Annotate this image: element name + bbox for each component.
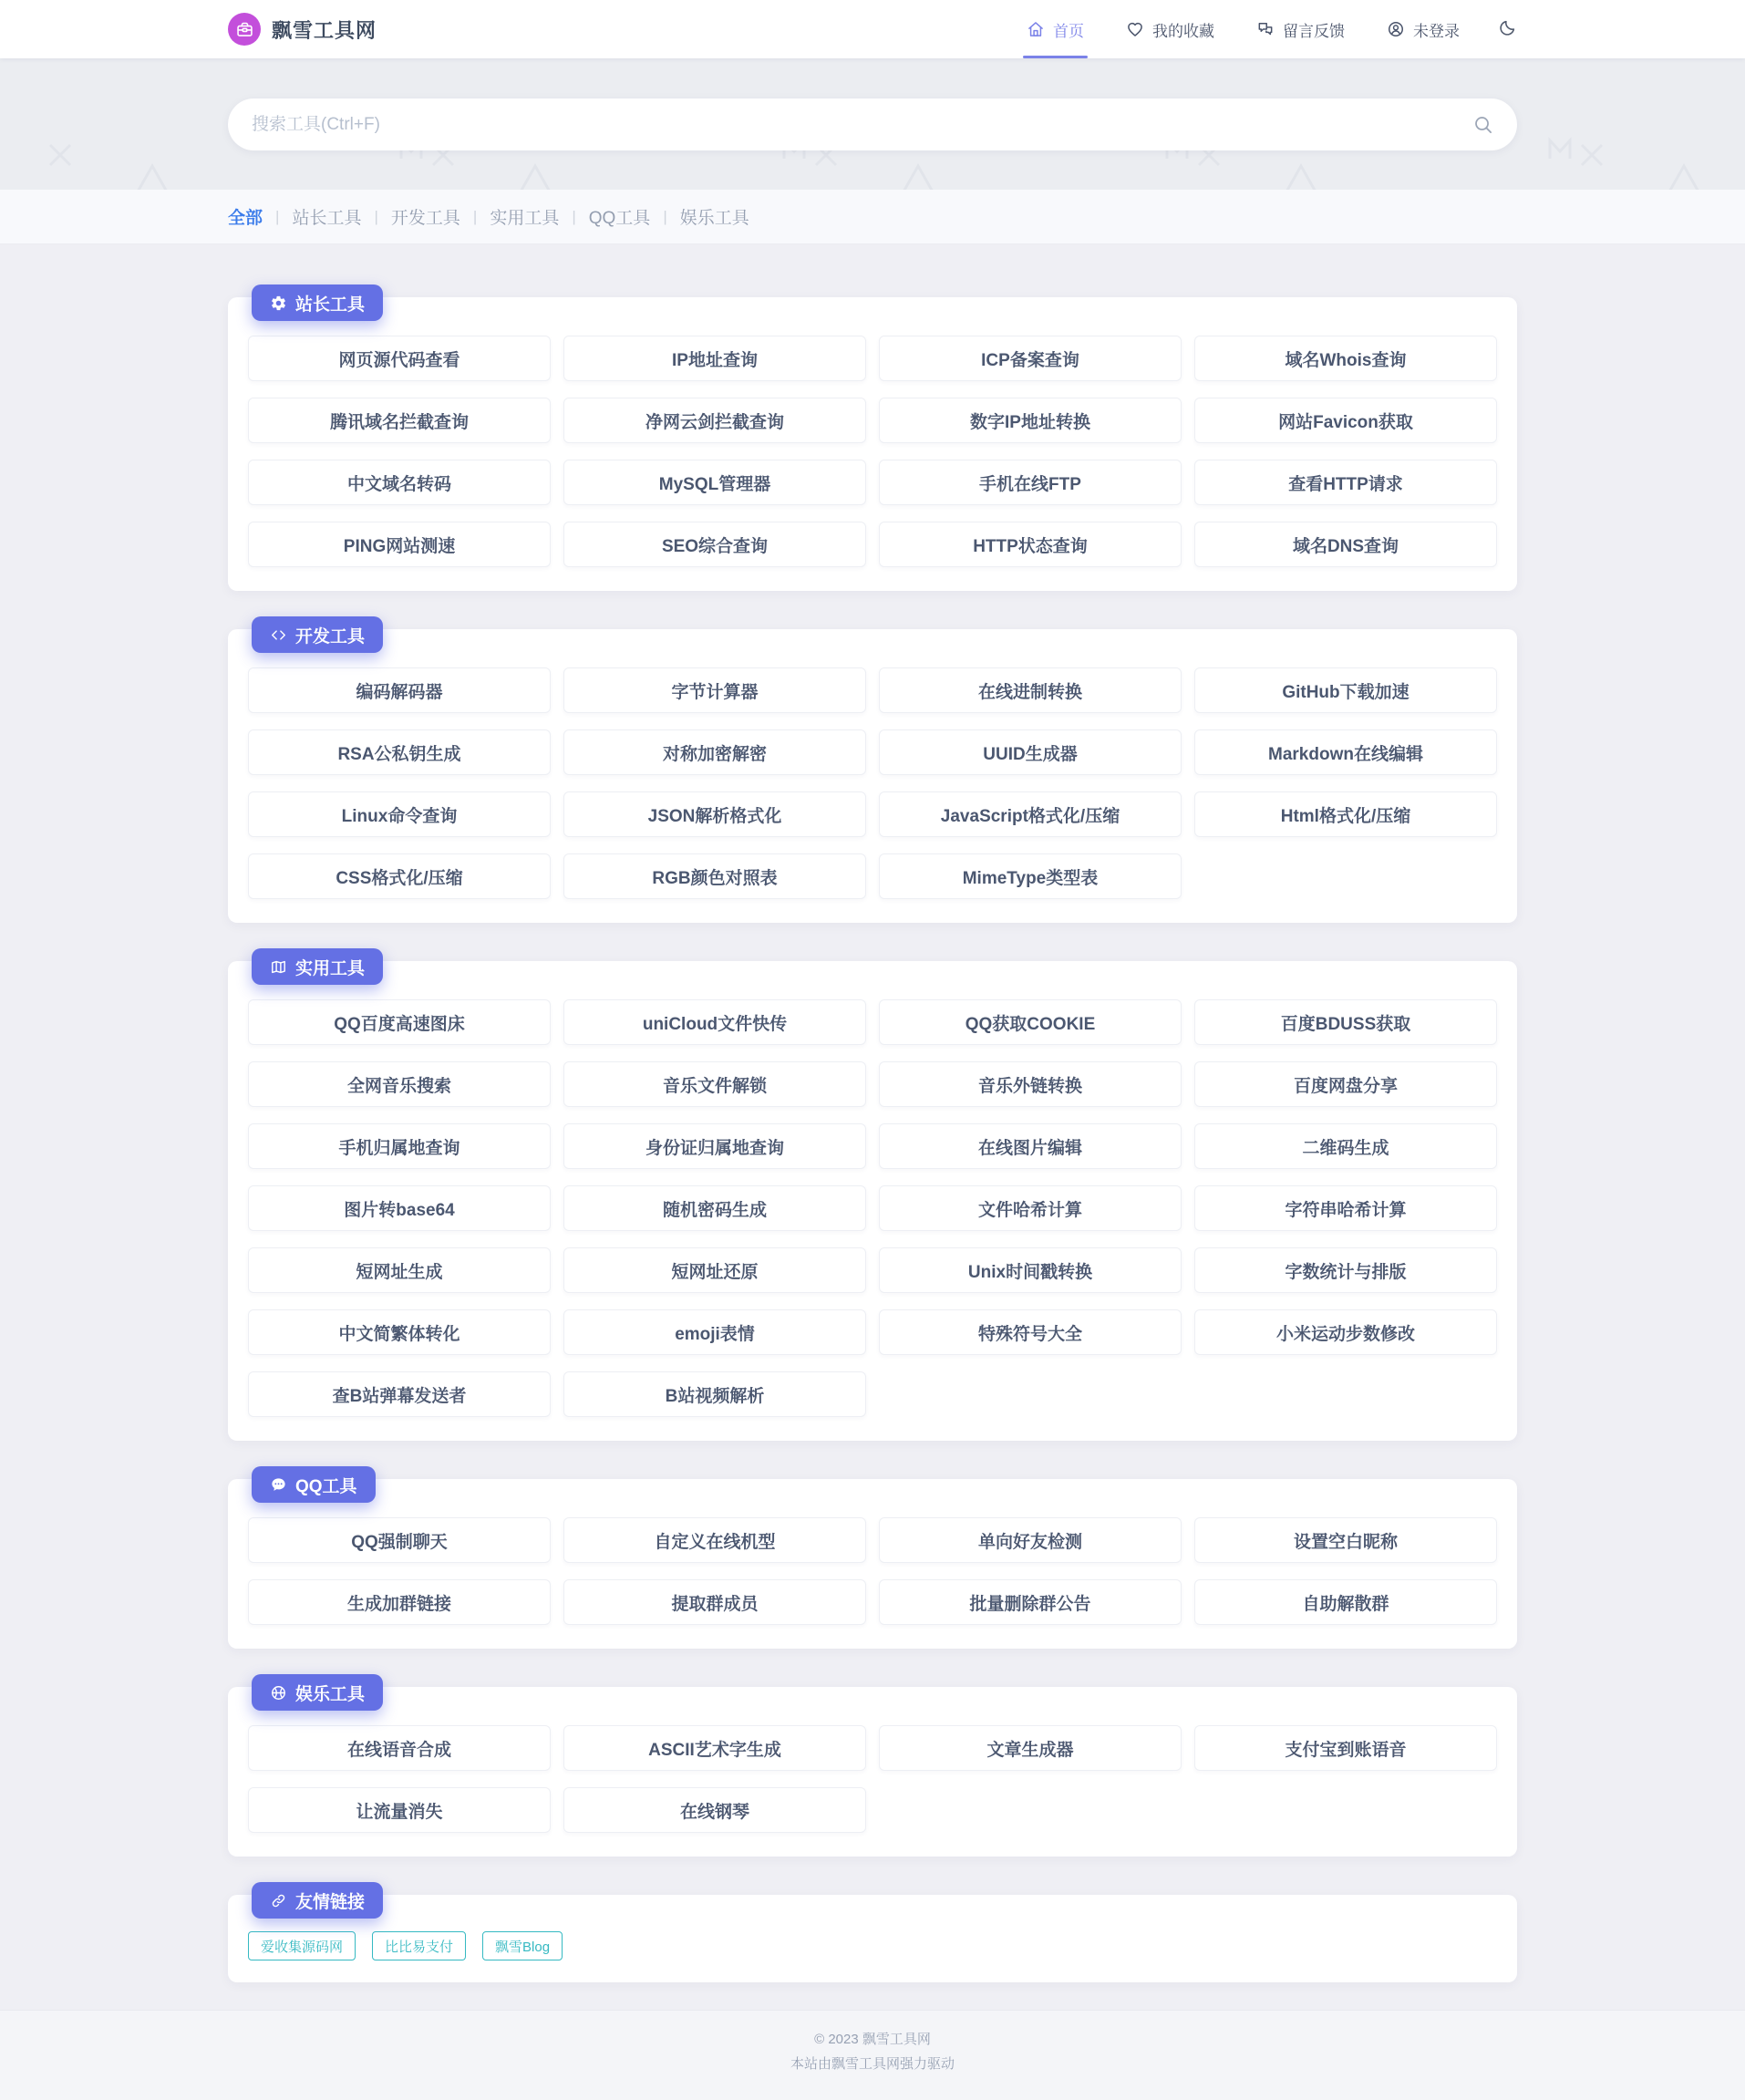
tool-card[interactable]: 音乐外链转换: [879, 1061, 1182, 1107]
friend-links-list: [248, 1931, 1497, 1960]
section-panel: [228, 961, 1517, 1441]
nav-item-feedback[interactable]: [1256, 0, 1345, 58]
site-logo[interactable]: [228, 13, 377, 46]
tool-card[interactable]: 生成加群链接: [248, 1579, 551, 1625]
tool-card[interactable]: 特殊符号大全: [879, 1309, 1182, 1355]
tool-card[interactable]: PING网站测速: [248, 522, 551, 567]
tool-card[interactable]: 音乐文件解锁: [563, 1061, 866, 1107]
section-qq: [228, 1476, 1517, 1649]
section-kaifa: [228, 626, 1517, 923]
tool-grid: [248, 667, 1497, 899]
tool-card[interactable]: MySQL管理器: [563, 460, 866, 505]
section-yule: [228, 1684, 1517, 1857]
tool-card[interactable]: 编码解码器: [248, 667, 551, 713]
tool-grid: [248, 1725, 1497, 1833]
tool-card[interactable]: 网页源代码查看: [248, 336, 551, 381]
filter-item-4[interactable]: QQ工具: [588, 209, 651, 228]
tool-card[interactable]: 字节计算器: [563, 667, 866, 713]
tool-grid: [248, 999, 1497, 1417]
section-title: 娱乐工具: [295, 1684, 366, 1704]
tool-card[interactable]: 字符串哈希计算: [1194, 1185, 1497, 1231]
tool-card[interactable]: 短网址还原: [563, 1247, 866, 1293]
tool-card[interactable]: 中文简繁体转化: [248, 1309, 551, 1355]
filter-separator: |: [663, 207, 667, 225]
tool-card[interactable]: 提取群成员: [563, 1579, 866, 1625]
feedback-icon: [1256, 20, 1275, 38]
tool-card[interactable]: 在线进制转换: [879, 667, 1182, 713]
code-icon: [270, 626, 287, 644]
tool-card[interactable]: 小米运动步数修改: [1194, 1309, 1497, 1355]
tool-card[interactable]: QQ百度高速图床: [248, 999, 551, 1045]
heart-icon: [1126, 20, 1144, 38]
tool-card[interactable]: 域名Whois查询: [1194, 336, 1497, 381]
category-filters: [228, 204, 1517, 229]
moon-icon: [1498, 18, 1517, 40]
search-input[interactable]: [252, 115, 1472, 135]
section-title: QQ工具: [295, 1476, 357, 1496]
tool-card[interactable]: 批量删除群公告: [879, 1579, 1182, 1625]
tool-card[interactable]: RSA公私钥生成: [248, 729, 551, 775]
tool-card[interactable]: JSON解析格式化: [563, 791, 866, 837]
toolbox-icon: [228, 13, 261, 46]
map-icon: [270, 958, 287, 976]
tool-card[interactable]: 中文域名转码: [248, 460, 551, 505]
footer-powered-by: 本站由飘雪工具网强力驱动: [790, 2056, 955, 2072]
site-title: 飘雪工具网: [272, 18, 377, 42]
friend-link[interactable]: 比比易支付: [372, 1931, 466, 1960]
tool-card[interactable]: QQ强制聊天: [248, 1517, 551, 1563]
tool-card[interactable]: 手机归属地查询: [248, 1123, 551, 1169]
tool-card[interactable]: 净网云剑拦截查询: [563, 398, 866, 443]
gear-icon: [270, 295, 287, 312]
tool-card[interactable]: 字数统计与排版: [1194, 1247, 1497, 1293]
tool-card[interactable]: 设置空白昵称: [1194, 1517, 1497, 1563]
tool-card[interactable]: 域名DNS查询: [1194, 522, 1497, 567]
tool-card[interactable]: ASCII艺术字生成: [563, 1725, 866, 1771]
tool-card[interactable]: 全网音乐搜索: [248, 1061, 551, 1107]
tool-card[interactable]: 身份证归属地查询: [563, 1123, 866, 1169]
tool-card[interactable]: uniCloud文件快传: [563, 999, 866, 1045]
filter-separator: |: [472, 207, 478, 225]
tool-card[interactable]: 自助解散群: [1194, 1579, 1497, 1625]
game-icon: [270, 1684, 287, 1702]
section-zhanzhang: [228, 297, 1517, 591]
tool-card[interactable]: JavaScript格式化/压缩: [879, 791, 1182, 837]
section-panel: [228, 297, 1517, 591]
section-panel: [228, 629, 1517, 923]
search-icon[interactable]: [1472, 114, 1493, 135]
section-badge-yule: [252, 1674, 383, 1711]
tool-card[interactable]: 查B站弹幕发送者: [248, 1371, 551, 1417]
tool-card[interactable]: MimeType类型表: [879, 853, 1182, 899]
tool-card[interactable]: Markdown在线编辑: [1194, 729, 1497, 775]
tool-card[interactable]: IP地址查询: [563, 336, 866, 381]
home-icon: [1027, 20, 1045, 38]
header-nav: [1027, 0, 1460, 58]
section-badge-youqing: [252, 1882, 383, 1919]
filter-separator: |: [572, 207, 576, 225]
header: [0, 0, 1745, 58]
tool-card[interactable]: UUID生成器: [879, 729, 1182, 775]
search-bar: [228, 98, 1517, 150]
tool-card[interactable]: emoji表情: [563, 1309, 866, 1355]
tool-card[interactable]: 单向好友检测: [879, 1517, 1182, 1563]
tool-card[interactable]: 在线语音合成: [248, 1725, 551, 1771]
theme-toggle-button[interactable]: [1498, 18, 1517, 40]
main-content: [228, 244, 1517, 1982]
friend-links-panel: [228, 1895, 1517, 1982]
tool-card[interactable]: 对称加密解密: [563, 729, 866, 775]
tool-card[interactable]: 图片转base64: [248, 1185, 551, 1231]
link-icon: [270, 1892, 287, 1909]
tool-card[interactable]: 百度网盘分享: [1194, 1061, 1497, 1107]
tool-grid: [248, 1517, 1497, 1625]
footer: [0, 2010, 1745, 2100]
filter-separator: |: [374, 207, 378, 225]
tool-card[interactable]: QQ获取COOKIE: [879, 999, 1182, 1045]
hero-banner: [0, 58, 1745, 190]
tool-card[interactable]: 在线图片编辑: [879, 1123, 1182, 1169]
tool-card[interactable]: 文件哈希计算: [879, 1185, 1182, 1231]
tool-card[interactable]: 百度BDUSS获取: [1194, 999, 1497, 1045]
filter-separator: |: [275, 207, 280, 225]
tool-card[interactable]: 随机密码生成: [563, 1185, 866, 1231]
tool-card[interactable]: 查看HTTP请求: [1194, 460, 1497, 505]
nav-item-label: 我的收藏: [1152, 22, 1214, 40]
filter-item-5[interactable]: 娱乐工具: [679, 209, 749, 228]
tool-card[interactable]: CSS格式化/压缩: [248, 853, 551, 899]
tool-card[interactable]: 短网址生成: [248, 1247, 551, 1293]
section-title: 站长工具: [295, 295, 366, 315]
nav-item-label: 首页: [1053, 22, 1084, 40]
tool-card[interactable]: 腾讯域名拦截查询: [248, 398, 551, 443]
nav-item-label: 未登录: [1413, 22, 1460, 40]
category-filter-strip: [0, 190, 1745, 244]
tool-card[interactable]: B站视频解析: [563, 1371, 866, 1417]
tool-card[interactable]: 自定义在线机型: [563, 1517, 866, 1563]
section-panel: [228, 1687, 1517, 1857]
section-badge-shiyong: [252, 948, 383, 985]
nav-item-home[interactable]: [1027, 0, 1084, 58]
tool-card[interactable]: Html格式化/压缩: [1194, 791, 1497, 837]
tool-card[interactable]: 手机在线FTP: [879, 460, 1182, 505]
friend-link[interactable]: 飘雪Blog: [482, 1931, 563, 1960]
tool-card[interactable]: 让流量消失: [248, 1787, 551, 1833]
section-title: 友情链接: [295, 1892, 366, 1912]
tool-card[interactable]: 支付宝到账语音: [1194, 1725, 1497, 1771]
tool-card[interactable]: RGB颜色对照表: [563, 853, 866, 899]
nav-item-label: 留言反馈: [1283, 22, 1345, 40]
tool-card[interactable]: ICP备案查询: [879, 336, 1182, 381]
filter-item-1[interactable]: 站长工具: [292, 209, 362, 228]
nav-item-favorites[interactable]: [1126, 0, 1214, 58]
tool-card[interactable]: 二维码生成: [1194, 1123, 1497, 1169]
filter-item-0[interactable]: 全部: [228, 209, 263, 228]
section-title: 实用工具: [295, 958, 366, 978]
section-youqing: [228, 1892, 1517, 1982]
tool-card[interactable]: 网站Favicon获取: [1194, 398, 1497, 443]
footer-copyright: © 2023 飘雪工具网: [814, 2032, 931, 2047]
friend-link[interactable]: 爱收集源码网: [248, 1931, 356, 1960]
section-badge-kaifa: [252, 616, 383, 653]
tool-card[interactable]: HTTP状态查询: [879, 522, 1182, 567]
nav-item-login[interactable]: [1387, 0, 1460, 58]
tool-card[interactable]: GitHub下载加速: [1194, 667, 1497, 713]
tool-card[interactable]: Unix时间戳转换: [879, 1247, 1182, 1293]
tool-card[interactable]: 数字IP地址转换: [879, 398, 1182, 443]
filter-item-3[interactable]: 实用工具: [490, 209, 560, 228]
tool-card[interactable]: SEO综合查询: [563, 522, 866, 567]
section-shiyong: [228, 958, 1517, 1441]
section-badge-zhanzhang: [252, 284, 383, 321]
filter-item-2[interactable]: 开发工具: [390, 209, 460, 228]
tool-card[interactable]: 文章生成器: [879, 1725, 1182, 1771]
tool-card[interactable]: Linux命令查询: [248, 791, 551, 837]
section-badge-qq: [252, 1466, 376, 1503]
user-icon: [1387, 20, 1405, 38]
tool-card[interactable]: 在线钢琴: [563, 1787, 866, 1833]
tool-grid: [248, 336, 1497, 567]
section-panel: [228, 1479, 1517, 1649]
chat-icon: [270, 1476, 287, 1494]
section-title: 开发工具: [295, 626, 366, 647]
